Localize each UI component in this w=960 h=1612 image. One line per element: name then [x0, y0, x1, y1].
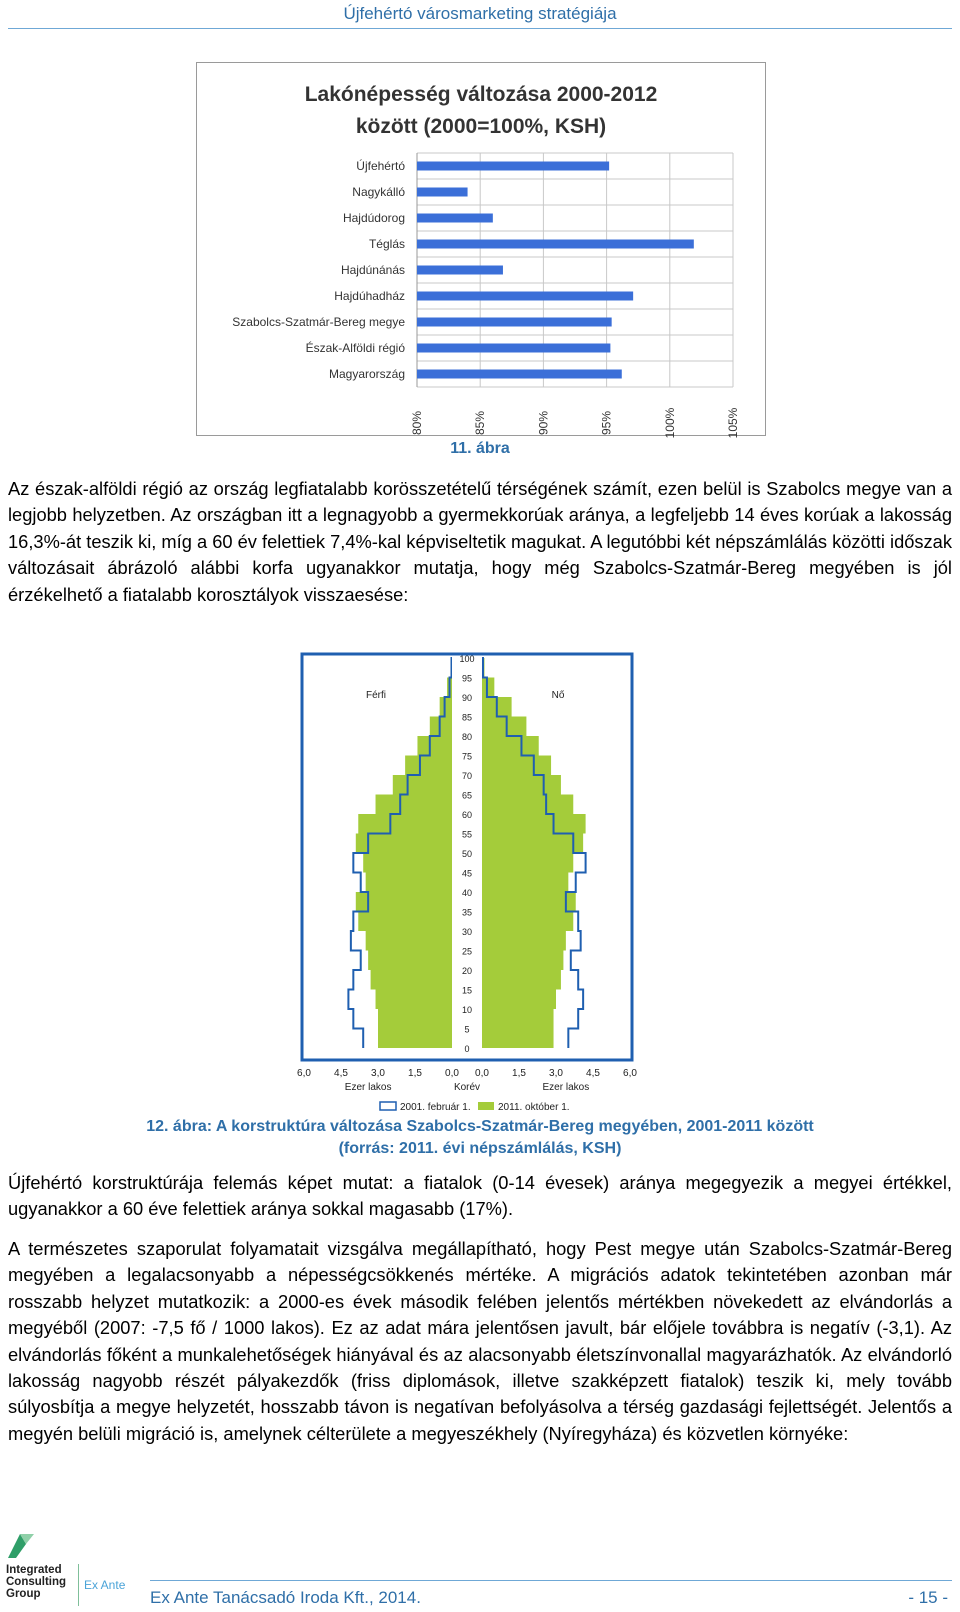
figure-12-pyramid — [297, 650, 660, 1113]
bar — [417, 240, 694, 249]
figure-12-caption-line2: (forrás: 2011. évi népszámlálás, KSH) — [338, 1140, 622, 1157]
x-tick-right: 4,5 — [586, 1068, 600, 1079]
category-label: Hajdúdorog — [342, 211, 405, 225]
x-tick-left: 0,0 — [445, 1068, 459, 1079]
legend-swatch-2011 — [478, 1102, 494, 1110]
age-tick-label: 65 — [461, 790, 473, 801]
footer-divider — [150, 1580, 952, 1581]
category-label: Újfehértó — [356, 159, 405, 173]
x-tick-label: 105% — [726, 407, 740, 439]
age-tick-label: 35 — [461, 907, 473, 918]
age-tick-label: 45 — [461, 868, 473, 879]
x-tick-left: 6,0 — [297, 1068, 311, 1079]
bar — [417, 162, 609, 171]
legend-swatch-2001 — [380, 1102, 396, 1110]
x-tick-label: 100% — [662, 407, 677, 439]
bar — [417, 188, 468, 197]
paragraph-3: A természetes szaporulat folyamatait vizsgálva megállapítható, hogy Pest megye után Szabolcs-Szatmár-Bereg megyében a legalacsonyabb a népességcsökkenés mértéke. A migrációs adatok tekintetében azonban már rosszabb helyzet mutatkozik: a 2000-es évek második felében jelentős mértékben növekedett az elvándorlás a megyéből (2007: -7,5 fő / 1000 lakos). Ez az adat mára jelentősen javult, bár előjele továbbra is negatív (-3,1). Az elvándorlás főként a munkalehetőségek hiányával és az alacsonyabb életszínvonallal magyarázhatók. Az elvándorló lakosság nagyobb részét pályakezdők (friss diplomások, illetve szakképzett fiatalok) teszik ki, mely tovább súlyosbítja a megye helyzetét, hosszabb távon is negatívan befolyásolva a térség gazdasági fejlettségét. Jelentős a megyén belüli migráció is, amelynek célterülete a megyeszékhely (Nyíregyháza) és közvetlen környéke: — [8, 1238, 952, 1444]
bar — [417, 318, 612, 327]
logo-mark-icon — [6, 1530, 36, 1560]
age-tick-label: 20 — [461, 966, 473, 976]
x-unit-left: Ezer lakos — [344, 1082, 392, 1093]
category-label: Szabolcs-Szatmár-Bereg megye — [232, 315, 405, 329]
x-unit-center: Korév — [453, 1082, 481, 1093]
age-tick-label: 5 — [464, 1024, 470, 1035]
age-tick-label: 50 — [461, 849, 473, 859]
logo-divider — [78, 1564, 79, 1606]
figure-12-caption-line1: 12. ábra: A korstruktúra változása Szabolcs-Szatmár-Bereg megyében, 2001-2011 között — [146, 1118, 814, 1135]
x-unit-right: Ezer lakos — [542, 1082, 590, 1093]
x-tick-left: 4,5 — [334, 1068, 348, 1079]
age-tick-label: 70 — [461, 771, 473, 781]
female-label: Nő — [551, 690, 565, 701]
age-tick-label: 75 — [461, 751, 473, 762]
bar — [417, 344, 610, 353]
age-tick-label: 30 — [461, 927, 473, 937]
footer-text: Ex Ante Tanácsadó Iroda Kft., 2014. — [150, 1588, 421, 1607]
category-label: Téglás — [368, 237, 405, 251]
population-change-bar-chart — [197, 63, 765, 439]
bar — [417, 292, 633, 301]
page-header — [0, 0, 960, 28]
bar — [417, 370, 622, 379]
exante-logo-text: Ex Ante — [84, 1578, 126, 1592]
age-tick-label: 100 — [459, 654, 475, 664]
page-number: - 15 - — [908, 1588, 948, 1607]
header-divider — [8, 28, 952, 29]
bar — [417, 214, 493, 223]
category-label: Hajdúnánás — [340, 263, 405, 277]
x-tick-label: 85% — [473, 410, 488, 436]
integrated-consulting-logo — [6, 1530, 146, 1612]
x-tick-right: 0,0 — [475, 1068, 489, 1079]
age-tick-label: 90 — [461, 693, 473, 703]
legend-label-2011: 2011. október 1. — [498, 1102, 570, 1113]
age-tick-label: 95 — [461, 673, 473, 684]
x-tick-right: 3,0 — [549, 1068, 563, 1079]
x-tick-label: 90% — [536, 410, 551, 436]
age-tick-label: 55 — [461, 829, 473, 840]
x-tick-right: 1,5 — [512, 1068, 526, 1079]
paragraph-2: Újfehértó korstruktúrája felemás képet mutat: a fiatalok (0-14 évesek) aránya megegyezik a megyei értékkel, ugyanakkor a 60 éve felettiek aránya sokkal magasabb (17%). — [8, 1172, 952, 1220]
age-tick-label: 10 — [461, 1005, 473, 1015]
age-tick-label: 15 — [461, 985, 473, 996]
figure-11-caption: 11. ábra — [450, 440, 510, 457]
age-tick-label: 0 — [464, 1044, 470, 1054]
x-tick-left: 3,0 — [371, 1068, 385, 1079]
x-tick-right: 6,0 — [623, 1068, 637, 1079]
category-label: Hajdúhadház — [334, 289, 405, 303]
figure-11-chart — [196, 62, 766, 439]
category-label: Magyarország — [328, 367, 405, 381]
legend-label-2001: 2001. február 1. — [400, 1102, 471, 1113]
page-footer — [0, 1530, 960, 1612]
category-label: Nagykálló — [352, 185, 405, 199]
x-tick-label: 80% — [410, 410, 424, 436]
logo-text: Integrated Consulting Group — [6, 1564, 67, 1600]
category-label: Észak-Alföldi régió — [305, 341, 405, 355]
bar — [417, 266, 503, 275]
male-label: Férfi — [366, 690, 386, 701]
age-tick-label: 40 — [461, 888, 473, 898]
age-tick-label: 25 — [461, 946, 473, 957]
chart-title-line2: között (2000=100%, KSH) — [355, 115, 607, 138]
age-tick-label: 60 — [461, 810, 473, 820]
age-tick-label: 80 — [461, 732, 473, 742]
age-tick-label: 85 — [461, 712, 473, 723]
header-title: Újfehértó városmarketing stratégiája — [343, 4, 617, 23]
x-tick-label: 95% — [599, 410, 614, 436]
chart-title-line1: Lakónépesség változása 2000-2012 — [304, 83, 658, 106]
paragraph-1: Az észak-alföldi régió az ország legfiatalabb korösszetételű térségének számít, ezen belül is Szabolcs megye van a legjobb helyzetben. Az országban itt a legnagyobb a gyermekkorúak aránya, a legfeljebb 14 éves korúak a lakosság 16,3%-át teszik ki, míg a 60 év felettiek 7,4%-kal képviseltetik magukat. A legutóbbi két népszámlálás közötti időszak változásait ábrázoló alábbi korfa ugyanakkor mutatja, hogy még Szabolcs-Szatmár-Bereg megyében is jól érzékelhető a fiatalabb korosztályok visszaesése: — [8, 478, 952, 605]
population-pyramid-chart — [297, 650, 660, 1113]
x-tick-left: 1,5 — [408, 1068, 422, 1079]
